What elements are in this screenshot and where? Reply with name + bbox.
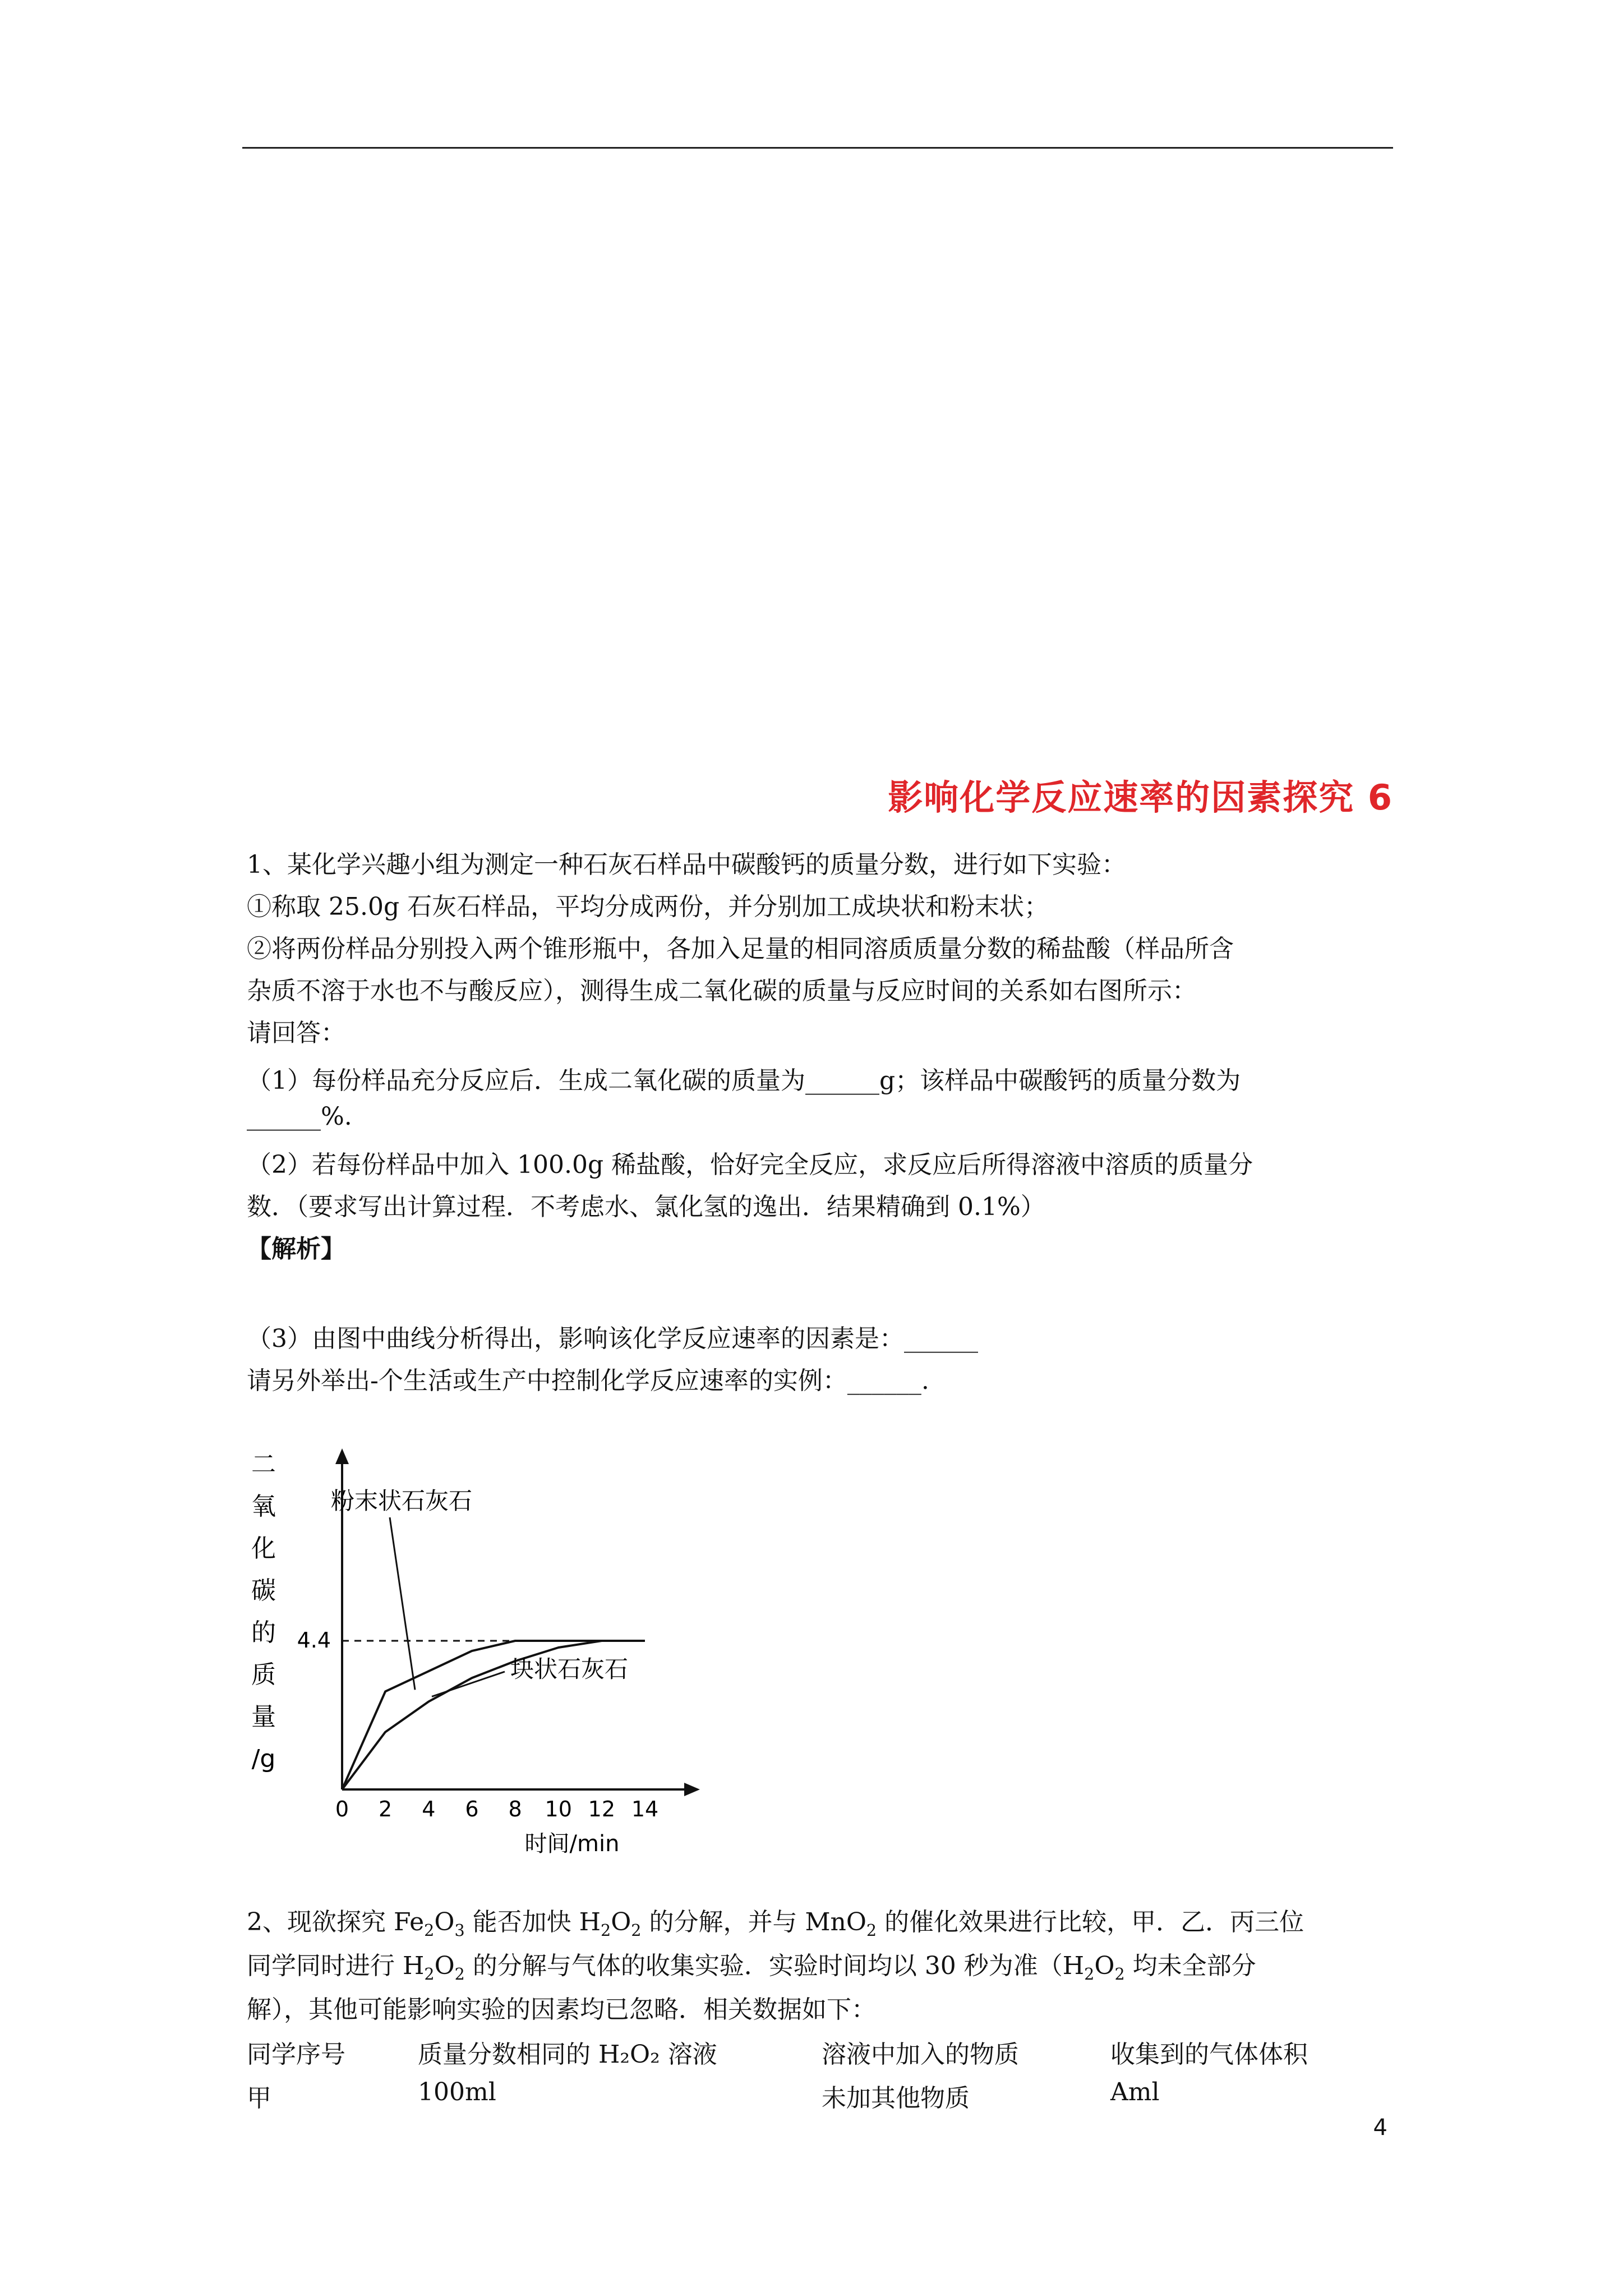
y-axis-label-char: /g: [251, 1745, 276, 1773]
q2-subscript: 2: [1084, 1964, 1095, 1984]
y-axis-label-char: 的: [251, 1618, 276, 1647]
q2-line2-part: 的分解与气体的收集实验．实验时间均以 30 秒为准（H: [464, 1952, 1085, 1980]
y-axis-arrow: [335, 1448, 349, 1464]
q2-subscript: 2: [424, 1920, 435, 1940]
x-tick-label: 0: [335, 1797, 349, 1821]
header-rule: [242, 147, 1393, 149]
y-axis-label: [251, 1450, 276, 1773]
x-axis-arrow: [684, 1783, 700, 1796]
series-label-leader: [390, 1517, 415, 1690]
table-header-solution: 质量分数相同的 H₂O₂ 溶液: [418, 2040, 717, 2069]
table-cell-additive: 未加其他物质: [822, 2084, 970, 2113]
q1-part2-line2: 数．（要求写出计算过程．不考虑水、氯化氢的逸出．结果精确到 0.1%）: [247, 1193, 1045, 1221]
page-number: 4: [1373, 2115, 1387, 2141]
q1-step2a: ②将两份样品分别投入两个锥形瓶中，各加入足量的相同溶质质量分数的稀盐酸（样品所含: [247, 935, 1234, 963]
x-tick-label: 12: [588, 1797, 616, 1821]
co2-mass-chart: [247, 1442, 707, 1868]
q2-subscript: 2: [454, 1964, 465, 1984]
q2-line1-part: 2、现欲探究 Fe: [247, 1908, 425, 1936]
q2-subscript: 2: [866, 1920, 877, 1940]
x-tick-label: 14: [631, 1797, 659, 1821]
q2-line1-part: 能否加快 H: [464, 1908, 601, 1936]
q2-line2-part: 均未全部分: [1124, 1952, 1256, 1980]
y-axis-label-char: 量: [251, 1703, 276, 1731]
q1-part2-line1: （2）若每份样品中加入 100.0g 稀盐酸，恰好完全反应，求反应后所得溶液中溶质的质量分: [247, 1151, 1253, 1179]
q2-subscript: 2: [424, 1964, 435, 1984]
x-tick-label: 8: [508, 1797, 522, 1821]
q1-analysis-label: 【解析】: [247, 1235, 345, 1263]
series-group: [331, 1487, 645, 1789]
x-tick-label: 2: [379, 1797, 393, 1821]
q1-step1: ①称取 25.0g 石灰石样品，平均分成两份，并分别加工成块状和粉末状；: [247, 892, 1049, 921]
q1-part3-line1: （3）由图中曲线分析得出，影响该化学反应速率的因素是：______: [247, 1324, 978, 1353]
table-header-student: 同学序号: [247, 2040, 345, 2069]
y-axis-label-char: 二: [251, 1450, 276, 1479]
q2-line1-part: O: [434, 1908, 455, 1936]
q2-line2-part: 同学同时进行 H: [247, 1952, 425, 1980]
q2-line1-part: 的催化效果进行比较，甲．乙．丙三位: [877, 1908, 1304, 1936]
x-tick-labels: [335, 1797, 658, 1821]
q2-subscript: 3: [454, 1920, 465, 1940]
page-title: 影响化学反应速率的因素探究 6: [888, 777, 1393, 818]
table-cell-student: 甲: [247, 2084, 271, 2113]
q2-line2-part: O: [434, 1952, 455, 1980]
x-tick-label: 10: [545, 1797, 572, 1821]
q1-ask: 请回答：: [247, 1019, 345, 1047]
series-label: 块状石灰石: [510, 1655, 629, 1683]
q1-part1-line1: （1）每份样品充分反应后．生成二氧化碳的质量为______g；该样品中碳酸钙的质量分数为: [247, 1066, 1241, 1095]
y-axis-label-char: 化: [251, 1534, 276, 1563]
table-header-gas-volume: 收集到的气体体积: [1110, 2040, 1308, 2069]
x-tick-label: 6: [465, 1797, 479, 1821]
table-header-additive: 溶液中加入的物质: [822, 2040, 1019, 2069]
q2-line1: [247, 1902, 1304, 1940]
series-label: 粉末状石灰石: [331, 1487, 473, 1515]
q1-part3-line2: 请另外举出-个生活或生产中控制化学反应速率的实例：______.: [247, 1366, 929, 1395]
y-tick-label: 4.4: [297, 1628, 331, 1653]
table-cell-gas-volume: Aml: [1110, 2078, 1160, 2106]
q2-line1-part: 的分解，并与 MnO: [641, 1908, 866, 1936]
q1-part1-line2: ______%.: [247, 1102, 352, 1131]
q2-line3: 解），其他可能影响实验的因素均已忽略．相关数据如下：: [247, 1995, 876, 2024]
q1-step2b: 杂质不溶于水也不与酸反应），测得生成二氧化碳的质量与反应时间的关系如右图所示：: [247, 977, 1197, 1005]
q2-subscript: 2: [631, 1920, 642, 1940]
y-axis-label-char: 氧: [251, 1492, 276, 1521]
series-label-leader: [432, 1672, 505, 1696]
q2-subscript: 2: [1114, 1964, 1125, 1984]
y-axis-label-char: 碳: [251, 1576, 276, 1605]
q2-line1-part: O: [611, 1908, 631, 1936]
q2-line2: [247, 1945, 1256, 1984]
y-axis-label-char: 质: [251, 1660, 276, 1689]
table-cell-solution: 100ml: [418, 2078, 496, 2106]
q2-subscript: 2: [600, 1920, 611, 1940]
x-axis-label: 时间/min: [524, 1831, 620, 1857]
q1-intro: 1、某化学兴趣小组为测定一种石灰石样品中碳酸钙的质量分数，进行如下实验：: [247, 850, 1126, 879]
q2-line2-part: O: [1094, 1952, 1115, 1980]
x-tick-label: 4: [422, 1797, 436, 1821]
